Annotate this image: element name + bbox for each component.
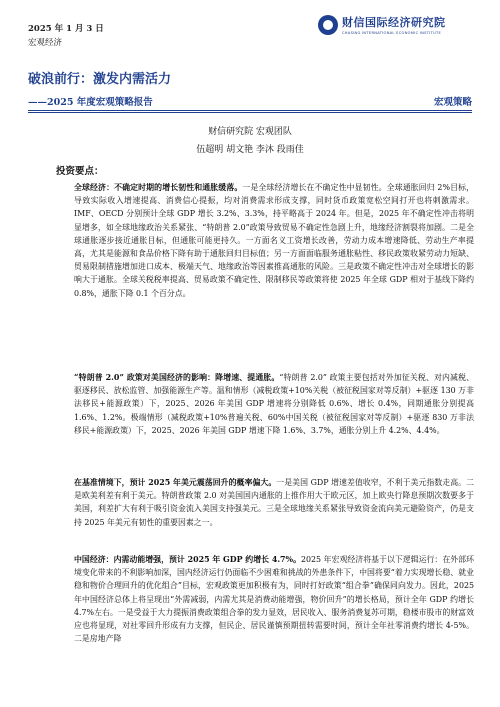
paragraph-body: 一是全球经济增长在不确定性中显韧性。全球通胀回归 2%目标，导致实际收入增速提高、消费信心提振，均对消费需求形成支撑，同时货币政策宽松空间打开也将刺激需求。IMF、OECD 分别预计全球 GDP 增长 3.2%、3.3%，持平略高于 2024 年。但是，2025 年不确定性冲击将明显增多，如全球地缘政治关系紧张、“特朗普 2.0”政策导致贸易不确定性急剧上升，地缘经济割裂将加剧。二是全球通胀逐步接近通胀目标，但通胀可能更持久。一方面名义工资增长改善，劳动力成本增速降低、劳动生产率提高，尤其是能源和食品价格下降有助于通胀回归目标值；另一方面面临服务通胀粘性、移民政策收紧劳动力短缺、贸易限制措施增加进口成本、极端天气、地缘政治等因素推高通胀的风险。三是政策不确定性冲击对全球增长的影响大于通胀。全球关税税率提高、贸易政策不确定性、限制移民等政策将使 2025 年全球 GDP 相对于基线下降约 0.8%，通胀下降 0.1 个百分点。 [74, 183, 474, 298]
report-date: 2025 年 1 月 3 日 [28, 24, 104, 34]
logo-mark-icon [318, 15, 338, 35]
report-subtitle: ——2025 年度宏观策略报告 [28, 97, 153, 108]
paragraph-body: “特朗普 2.0” 政策主要包括对外加征关税、对内减税、驱逐移民、放松监管、加强能源生产等。温和情形（减税政策+10%关税（被征税国家对等反制）+驱逐 130 万非法移民+能源政策）下，2025、2026 年美国 GDP 增速将分别降低 0.6%、增长 0.4%，同期通胀分别提高 1.6%、1.2%。极端情形（减税政策+10%普遍关税、60%中国关税（被征税国家对等反制）+驱逐 830 万非法移民+能源政策）下，2025、2026 年美国 GDP 增速下降 1.6%、3.7%，通胀分别上升 4.2%、4.4%。 [74, 373, 474, 435]
report-meta [28, 22, 104, 50]
paragraph-trump-policy [74, 371, 474, 437]
paragraph-china-economy [74, 553, 474, 645]
institute-logo [318, 14, 446, 35]
logo-text [342, 14, 446, 35]
paragraph-lead: 在基准情境下，预计 2025 年美元震荡回升的概率偏大。 [74, 478, 277, 487]
author-list: 伍超明 胡文艳 李沐 段雨佳 [196, 145, 304, 155]
report-title: 破浪前行：激发内需活力 [28, 72, 172, 87]
research-team: 财信研究院 宏观团队 [208, 127, 292, 137]
logo-en-name: CHASING INTERNATIONAL ECONOMIC INSTITUTE [342, 31, 442, 35]
logo-cn-name: 财信国际经济研究院 [342, 16, 446, 29]
paragraph-lead: 中国经济：内需动能增强，预计 2025 年 GDP 约增长 4.7%。 [74, 555, 301, 564]
report-type-tag: 宏观策略 [433, 97, 472, 108]
report-category: 宏观经济 [28, 38, 63, 48]
summary-heading: 投资要点： [56, 166, 104, 177]
paragraph-lead: “特朗普 2.0” 政策对美国经济的影响：降增速、提通胀。 [74, 373, 280, 382]
paragraph-global-economy [74, 181, 474, 300]
paragraph-lead: 全球经济：不确定时期的增长韧性和通胀缓落。 [74, 183, 243, 192]
paragraph-usd-outlook [74, 476, 474, 529]
title-divider-thin [28, 112, 472, 113]
paragraph-body: 一是美国 GDP 增速差值收窄，不利于美元指数走高。二是欧美利差有利于美元。特朗普政策 2.0 对美国国内通胀的上推作用大于欧元区，加上欧央行降息预期次数要多于美国，利差扩大有利于吸引资金流入美国支持强美元。三是全球地缘关系紧张导致资金流向美元避险资产，仍是支持 2025 年美元有韧性的重要因素之一。 [74, 478, 474, 527]
paragraph-body: 2025 年宏观经济将基于以下逻辑运行：在外部环境变化带来的不利影响加深，国内经济运行仍面临不少困难和挑战的外患条件下，中国将要“着力实现增长稳、就业稳和物价合理回升的优化组合”目标，宏观政策更加积极有为，同时打好政策“组合拳”确保同向发力。因此，2025 年中国经济总体上将呈现出“外需减弱，内需尤其是消费动能增强，物价回升”的增长格局，预计全年 GDP 约增长 4.7%左右。一是受益于大力提振消费政策组合拳的发力显效，居民收入、服务消费复苏可期，稳楼市股市的财富效应也将显现，对社零回升形成有力支撑，但民企、居民谨慎预期扭转需要时间，预计全年社零消费约增长 4-5%。二是房地产降 [74, 555, 474, 644]
title-divider [28, 110, 472, 111]
